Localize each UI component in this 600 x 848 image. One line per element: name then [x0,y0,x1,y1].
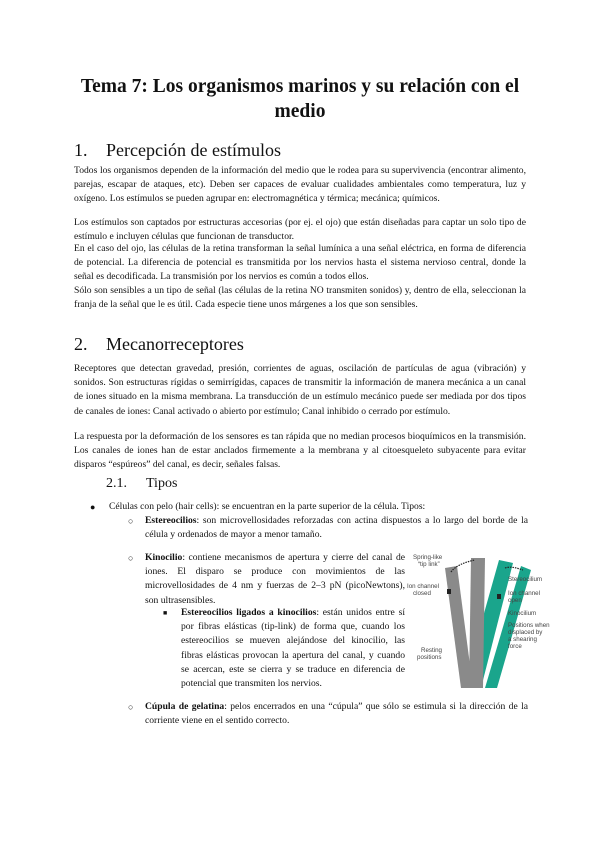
bullet-circle-icon: ○ [128,553,134,563]
label-spring: Spring-like [413,554,443,561]
page-title: Tema 7: Los organismos marinos y su relación con el medio [80,76,520,122]
hair-cell-diagram [407,548,550,693]
section-2-title: Mecanorreceptores [106,334,244,354]
section-1-paragraph-3: En el caso del ojo, las células de la retina transforman la señal lumínica a una señal eléctrica, en forma de diferencia de potencial. La diferencia de potencial es transmitida por los nervios hasta el sistema nervioso central, donde la señal es decodificada. La transmisión por los nervios es común a todos ellos. [74,243,526,283]
term-estereocilios: Estereocilios [145,515,197,526]
label-ion-channel-closed-1: Ion channel [407,583,439,590]
bullet-square-icon: ■ [163,609,168,617]
label-kinocilium: Kinocilium [508,610,537,617]
label-positions-3: a shearing [508,636,537,643]
section-2-paragraph-2: La respuesta por la deformación de los sensores es tan rápida que no median procesos bioquímicos en la transmisión. Los canales de iones han de estar anclados firmemente a la membrana y al citoesqueleto subyacente para evitar disparos “espúreos” del canal, es decir, señales falsas. [74,431,526,471]
bullet-circle-icon: ○ [128,516,134,526]
ion-channel-closed-icon [447,589,451,594]
label-tip-link: “tip link” [418,561,440,568]
label-ion-channel-open-2: open [508,597,522,604]
section-1-paragraph-4: Sólo son sensibles a un tipo de señal (las células de la retina NO transmiten sonidos) y, dentro de ella, seleccionan la franja de la señal que le es útil. Cada especie tiene unos márgenes a los que son sensibles. [74,285,526,311]
term-estereocilios-ligados: Estereocilios ligados a kinocilios [181,607,317,618]
label-ion-channel-closed-2: closed [413,590,431,597]
bullet-disc-icon: ● [90,502,96,512]
section-2-number: 2. [74,334,88,354]
estereocilios-ligados-text: : están unidos entre sí por fibras elásticas (tip-link) de forma que, cuando los estereocilios se mueven alejándose del kinocilio, las fibras elásticas provocan la apertura del canal, y cuando se acercan, este se cierra y se traduce en diferencia de potencial que transmiten los nervios. [181,607,405,690]
label-resting-1: Resting [421,647,442,654]
term-kinocilio: Kinocilio [145,552,183,563]
resting-kinocilium-shape [469,558,485,688]
label-positions-1: Positions when [508,622,550,629]
subsection-2-1-number: 2.1. [106,476,127,491]
section-1-heading [74,139,281,161]
kinocilio-text: : contiene mecanismos de apertura y cierre del canal de iones. El disparo se produce con movimientos de las microvellosidades de 4 nm y fuerzas de 2–3 pN (picoNewtons), son ultrasensibles. [145,552,405,606]
section-1-paragraph-1: Todos los organismos dependen de la información del medio que le rodea para su supervivencia (encontrar alimento, parejas, escapar de ataques, etc). Deben ser capaces de evaluar cualidades ambientales como temperatura, luz y oxígeno. Los estímulos se pueden agrupar en: electromagnética y térmica; mecánica; químicos. [74,165,526,205]
label-resting-2: positions [417,654,442,661]
label-stereocilium: Stereocilium [508,576,543,583]
list-item-estereocilios-ligados [181,606,405,691]
ion-channel-open-icon [497,594,501,599]
subsection-2-1-heading [106,475,177,493]
section-1-paragraph-2: Los estímulos son captados por estructuras accesorias (por ej. el ojo) que están diseñadas para captar un solo tipo de estímulo e incluyen células que funcionan de transductor. [74,217,526,243]
section-1-number: 1. [74,140,88,160]
estereocilios-text: : son microvellosidades reforzadas con actina dispuestos a lo largo del borde de la célula y ordenados de mayor a menor tamaño. [145,515,528,541]
list-item-cupula [145,700,528,728]
term-cupula: Cúpula de gelatina [145,701,225,712]
bullet-circle-icon: ○ [128,702,134,712]
label-positions-4: force [508,643,522,650]
label-positions-2: displaced by [508,629,543,636]
list-item-hair-cells: Células con pelo (hair cells): se encuentran en la parte superior de la célula. Tipos: [109,501,426,512]
subsection-2-1-title: Tipos [146,476,178,491]
section-2-paragraph-1: Receptores que detectan gravedad, presión, corrientes de aguas, oscilación de partículas de agua (vibración) y sonidos. Son estructuras rígidas o semirrígidas, capaces de transmitir la información de manera mecánica a un canal de iones situado en la misma membrana. La transducción de un estímulo mecánico puede ser mediada por dos tipos de canales de iones: Canal activado o abierto por estímulo; Canal inhibido o cerrado por estímulo. [74,363,526,417]
list-item-kinocilio [145,551,405,608]
list-item-estereocilios [145,514,528,542]
cupula-text: : pelos encerrados en una “cúpula” que sólo se estimula si la dirección de la corriente viene en el sentido correcto. [145,701,528,727]
section-1-title: Percepción de estímulos [106,140,281,160]
section-2-heading [74,333,244,355]
resting-stereocilium-shape [445,566,473,688]
label-ion-channel-open-1: Ion channel [508,590,540,597]
